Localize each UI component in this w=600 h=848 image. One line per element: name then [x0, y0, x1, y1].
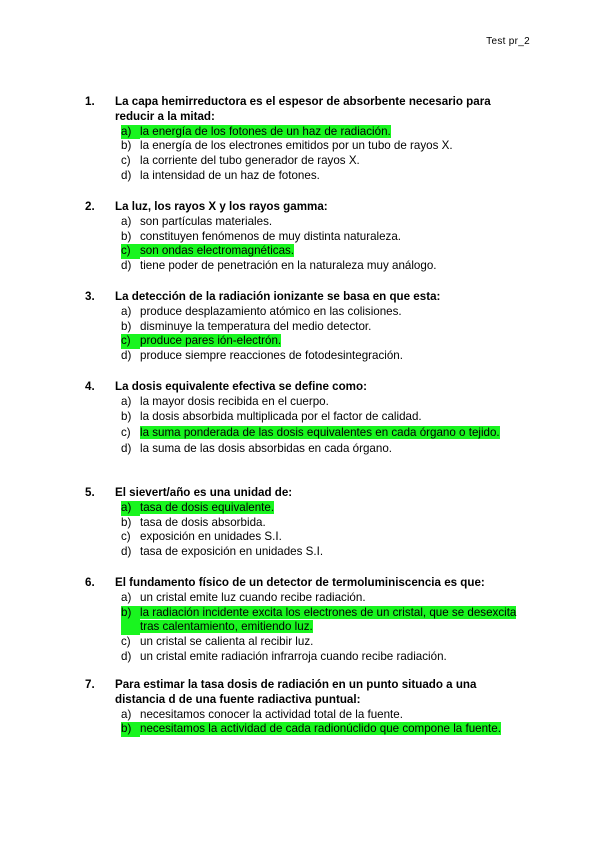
option-letter: a) [121, 304, 132, 318]
question-text: El fundamento físico de un detector de termoluminiscencia es que: [115, 576, 485, 589]
question-number: 5. [85, 486, 95, 499]
option-text-highlighted: necesitamos la actividad de cada radionúclido que compone la fuente. [140, 722, 501, 736]
option-b [121, 722, 525, 737]
option-letter: d) [121, 545, 132, 559]
option-text-highlighted: la suma ponderada de las dosis equivalentes en cada órgano o tejido. [140, 426, 500, 440]
option-letter: b) [121, 229, 132, 243]
option-text-highlighted: son ondas electromagnéticas. [140, 244, 295, 258]
option-letter: a) [121, 501, 140, 516]
question-number: 6. [85, 576, 95, 589]
option-d [121, 259, 525, 274]
option-letter: c) [121, 426, 131, 440]
question-number: 2. [85, 200, 95, 213]
option-d [121, 169, 525, 184]
option-letter: b) [121, 319, 132, 333]
option-letter: d) [121, 168, 132, 182]
option-c [121, 334, 525, 349]
question-4 [85, 380, 525, 457]
option-text-highlighted: produce pares ión-electrón. [140, 334, 282, 348]
option-b [121, 230, 525, 245]
option-letter: b) [121, 139, 132, 153]
option-text: tasa de exposición en unidades S.I. [140, 545, 324, 559]
option-a [121, 125, 525, 140]
option-letter: a) [121, 125, 140, 140]
option-letter: d) [121, 349, 132, 363]
option-text: la dosis absorbida multiplicada por el factor de calidad. [140, 409, 422, 423]
option-a [121, 395, 525, 410]
option-text: la intensidad de un haz de fotones. [140, 168, 320, 182]
question-6 [85, 576, 525, 665]
option-c [121, 424, 525, 442]
option-text: la energía de los electrones emitidos por un tubo de rayos X. [140, 139, 453, 153]
option-c [121, 244, 525, 259]
question-number: 4. [85, 380, 95, 393]
option-letter: a) [121, 590, 132, 604]
option-text: tiene poder de penetración en la naturaleza muy análogo. [140, 259, 437, 273]
option-letter: b) [121, 515, 132, 529]
option-text-highlighted: la radiación incidente excita los electrones de un cristal, que se desexcita tras calentamiento, emitiendo luz. [140, 605, 517, 634]
option-text: produce desplazamiento atómico en las colisiones. [140, 304, 402, 318]
option-letter: d) [121, 442, 132, 456]
option-letter: a) [121, 707, 132, 721]
question-number: 3. [85, 290, 95, 303]
option-letter: c) [121, 244, 140, 259]
question-text: La detección de la radiación ionizante se basa en que esta: [115, 290, 441, 303]
option-text: constituyen fenómenos de muy distinta naturaleza. [140, 229, 402, 243]
option-c [121, 635, 525, 650]
option-text-highlighted: la energía de los fotones de un haz de radiación. [140, 124, 391, 138]
option-c [121, 530, 525, 545]
question-1 [85, 95, 525, 184]
question-text: La luz, los rayos X y los rayos gamma: [115, 200, 328, 213]
option-letter: d) [121, 649, 132, 663]
option-text: la suma de las dosis absorbidas en cada órgano. [140, 442, 392, 456]
option-text: son partículas materiales. [140, 214, 273, 228]
option-letter: d) [121, 259, 132, 273]
page-header: Test pr_2 [486, 36, 530, 47]
option-letter: c) [121, 154, 131, 168]
question-text: La dosis equivalente efectiva se define como: [115, 380, 367, 393]
option-text: la mayor dosis recibida en el cuerpo. [140, 394, 329, 408]
option-text: tasa de dosis absorbida. [140, 515, 266, 529]
option-a [121, 215, 525, 230]
option-d [121, 650, 525, 665]
option-a [121, 305, 525, 320]
question-5 [85, 486, 525, 560]
option-text: produce siempre reacciones de fotodesintegración. [140, 349, 403, 363]
option-text: un cristal emite luz cuando recibe radiación. [140, 590, 366, 604]
option-d [121, 545, 525, 560]
question-number: 1. [85, 95, 95, 108]
option-text: la corriente del tubo generador de rayos X. [140, 154, 360, 168]
option-letter: b) [121, 722, 140, 737]
option-text-highlighted: tasa de dosis equivalente. [140, 500, 275, 514]
question-3 [85, 290, 525, 364]
option-letter: a) [121, 394, 132, 408]
option-letter: c) [121, 635, 131, 649]
option-letter: b) [121, 409, 132, 423]
option-a [121, 591, 525, 606]
option-c [121, 154, 525, 169]
question-text: Para estimar la tasa dosis de radiación en un punto situado a una distancia d de una fuente radiactiva puntual: [115, 678, 477, 706]
question-7 [85, 678, 525, 737]
option-d [121, 349, 525, 364]
option-b [121, 516, 525, 531]
option-b [121, 320, 525, 335]
option-letter: a) [121, 214, 132, 228]
option-a [121, 501, 525, 516]
option-text: necesitamos conocer la actividad total de la fuente. [140, 707, 403, 721]
option-b [121, 139, 525, 154]
question-text: El sievert/año es una unidad de: [115, 486, 293, 499]
option-text: un cristal emite radiación infrarroja cuando recibe radiación. [140, 649, 447, 663]
option-letter: c) [121, 530, 131, 544]
option-text: exposición en unidades S.I. [140, 530, 282, 544]
question-text: La capa hemirreductora es el espesor de absorbente necesario para reducir a la mitad: [115, 95, 491, 123]
option-letter: c) [121, 334, 140, 349]
option-text: un cristal se calienta al recibir luz. [140, 635, 314, 649]
option-text: disminuye la temperatura del medio detector. [140, 319, 372, 333]
option-b [121, 606, 525, 636]
question-number: 7. [85, 678, 95, 691]
question-2 [85, 200, 525, 274]
option-letter: b) [121, 606, 140, 636]
option-b [121, 410, 525, 425]
option-a [121, 708, 525, 723]
option-d [121, 442, 525, 457]
